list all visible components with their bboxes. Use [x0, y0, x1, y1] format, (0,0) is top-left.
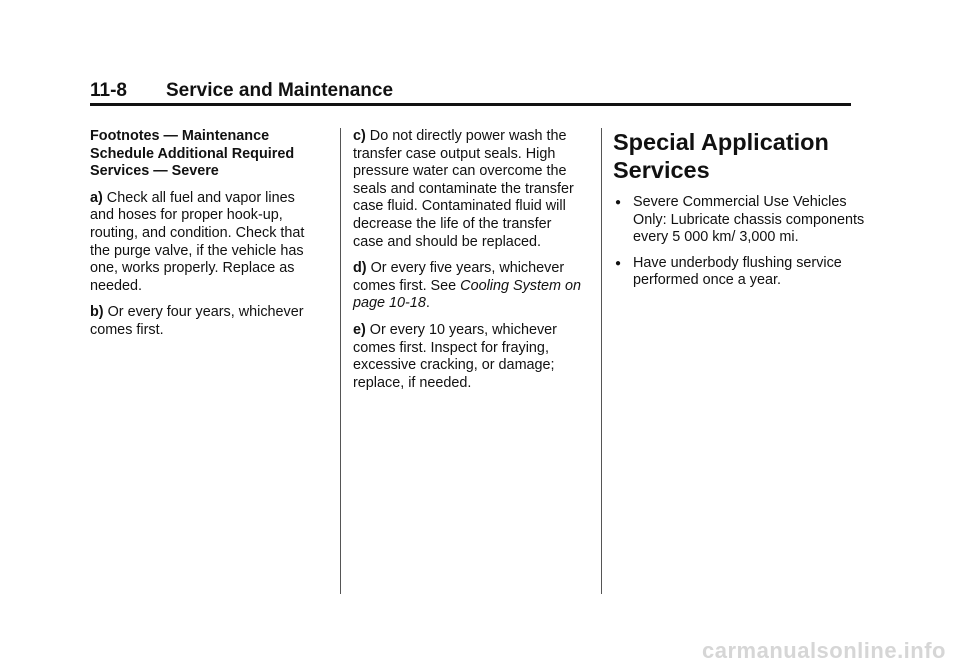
watermark: carmanualsonline.info	[702, 638, 946, 663]
footnote-c	[353, 128, 585, 251]
footnote-a	[90, 190, 322, 296]
column-footnotes-right	[353, 128, 585, 401]
section-title: Service and Maintenance	[166, 80, 394, 101]
footnote-b	[90, 304, 322, 339]
footnote-d	[353, 260, 585, 313]
list-item	[613, 255, 865, 290]
page-number: 11-8	[90, 80, 127, 101]
footnote-d-label: d)	[353, 260, 367, 277]
header-rule	[90, 103, 851, 106]
list-item-text: Severe Commercial Use Vehicles Only: Lubricate chassis components every 5 000 km/ 3,000 mi.	[633, 194, 865, 246]
bullet-icon: ●	[615, 197, 622, 208]
footnote-b-label: b)	[90, 304, 104, 321]
footnote-e	[353, 322, 585, 392]
footnote-c-label: c)	[353, 128, 366, 144]
footnotes-heading: Footnotes — Maintenance Schedule Additional Required Services — Severe	[90, 128, 295, 180]
footnote-b-text: Or every four years, whichever comes first.	[90, 304, 304, 338]
cooling-system-link[interactable]: Cooling System on page 10-18	[353, 277, 581, 312]
column-divider	[340, 128, 341, 594]
footnote-e-label: e)	[353, 321, 366, 338]
footnote-c-text: Do not directly power wash the transfer case output seals. High pressure water can overcome the seals and contaminate the transfer case fluid. Contaminated fluid will decrease the life of the transfer case and should be replaced.	[353, 128, 574, 250]
list-item	[613, 194, 865, 247]
footnote-a-text: Check all fuel and vapor lines and hoses for proper hook-up, routing, and condition. Check that the purge valve, if the vehicle has one, works properly. Replace as needed.	[90, 189, 305, 294]
footnote-a-label: a)	[90, 189, 103, 206]
footnote-d-end: .	[425, 295, 430, 312]
footnote-e-text: Or every 10 years, whichever comes first. Inspect for fraying, excessive cracking, or damage; replace, if needed.	[353, 321, 557, 391]
footnote-d-text: Or every five years, whichever comes first. See	[353, 260, 565, 294]
column-special-services	[613, 128, 865, 298]
bullet-icon: ●	[615, 257, 622, 269]
column-footnotes-left	[90, 128, 322, 349]
special-services-heading: Special Application Services	[613, 129, 829, 183]
list-item-text: Have underbody flushing service performed once a year.	[633, 254, 842, 289]
column-divider	[601, 128, 602, 594]
